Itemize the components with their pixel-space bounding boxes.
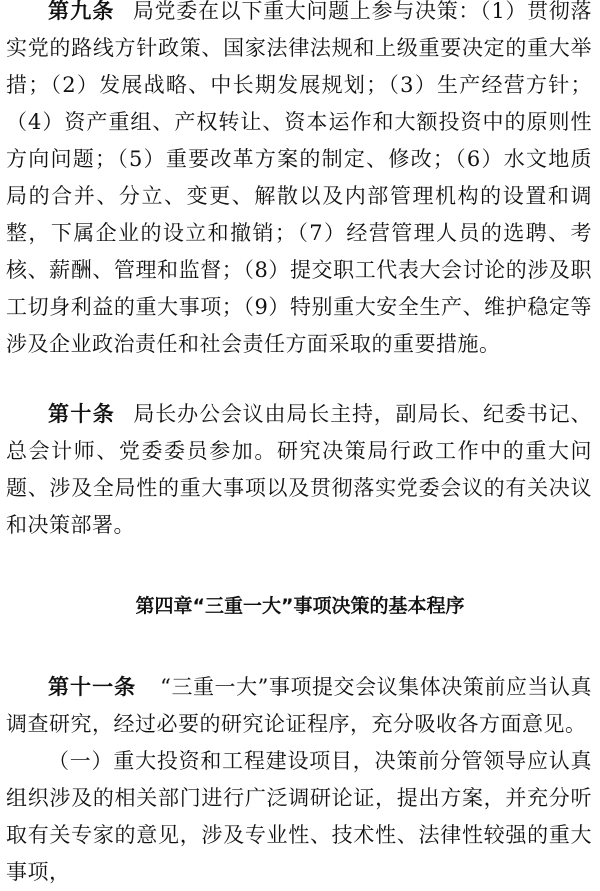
article-9-label: 第九条 [48,0,115,23]
article-9-text: 局党委在以下重大问题上参与决策：（1）贯彻落实党的路线方针政策、国家法律法规和上级重要决定的重大举措；（2）发展战略、中长期发展规划；（3）生产经营方针；（4）资产重组、产权转让、资本运作和大额投资中的原则性方向问题；（5）重要改革方案的制定、修改；（6）水文地质局的合并、分立、变更、解散以及内部管理机构的设置和调整，下属企业的设立和撤销；（7）经营管理人员的选聘、考核、薪酬、管理和监督；（8）提交职工代表大会讨论的涉及职工切身利益的重大事项；（9）特别重大安全生产、维护稳定等涉及企业政治责任和社会责任方面采取的重要措施。 [6,0,593,356]
article-10-paragraph [6,396,592,544]
article-10-text: 局长办公会议由局长主持，副局长、纪委书记、总会计师、党委委员参加。研究决策局行政工作中的重大问题、涉及全局性的重大事项以及贯彻落实党委会议的有关决议和决策部署。 [6,402,592,537]
article-11-paragraph [6,669,592,743]
item-1-paragraph [6,743,592,891]
article-11-label: 第十一条 [48,675,137,699]
item-1-text: （一）重大投资和工程建设项目，决策前分管领导应认真组织涉及的相关部门进行广泛调研论证，提出方案，并充分听取有关专家的意见，涉及专业性、技术性、法律性较强的重大事项， [6,749,592,884]
article-11-text: “三重一大”事项提交会议集体决策前应当认真调查研究，经过必要的研究论证程序，充分吸收各方面意见。 [6,675,592,736]
chapter-4-heading: 第四章“三重一大”事项决策的基本程序 [135,595,465,617]
article-9-paragraph [6,0,592,363]
article-10-label: 第十条 [48,402,116,426]
